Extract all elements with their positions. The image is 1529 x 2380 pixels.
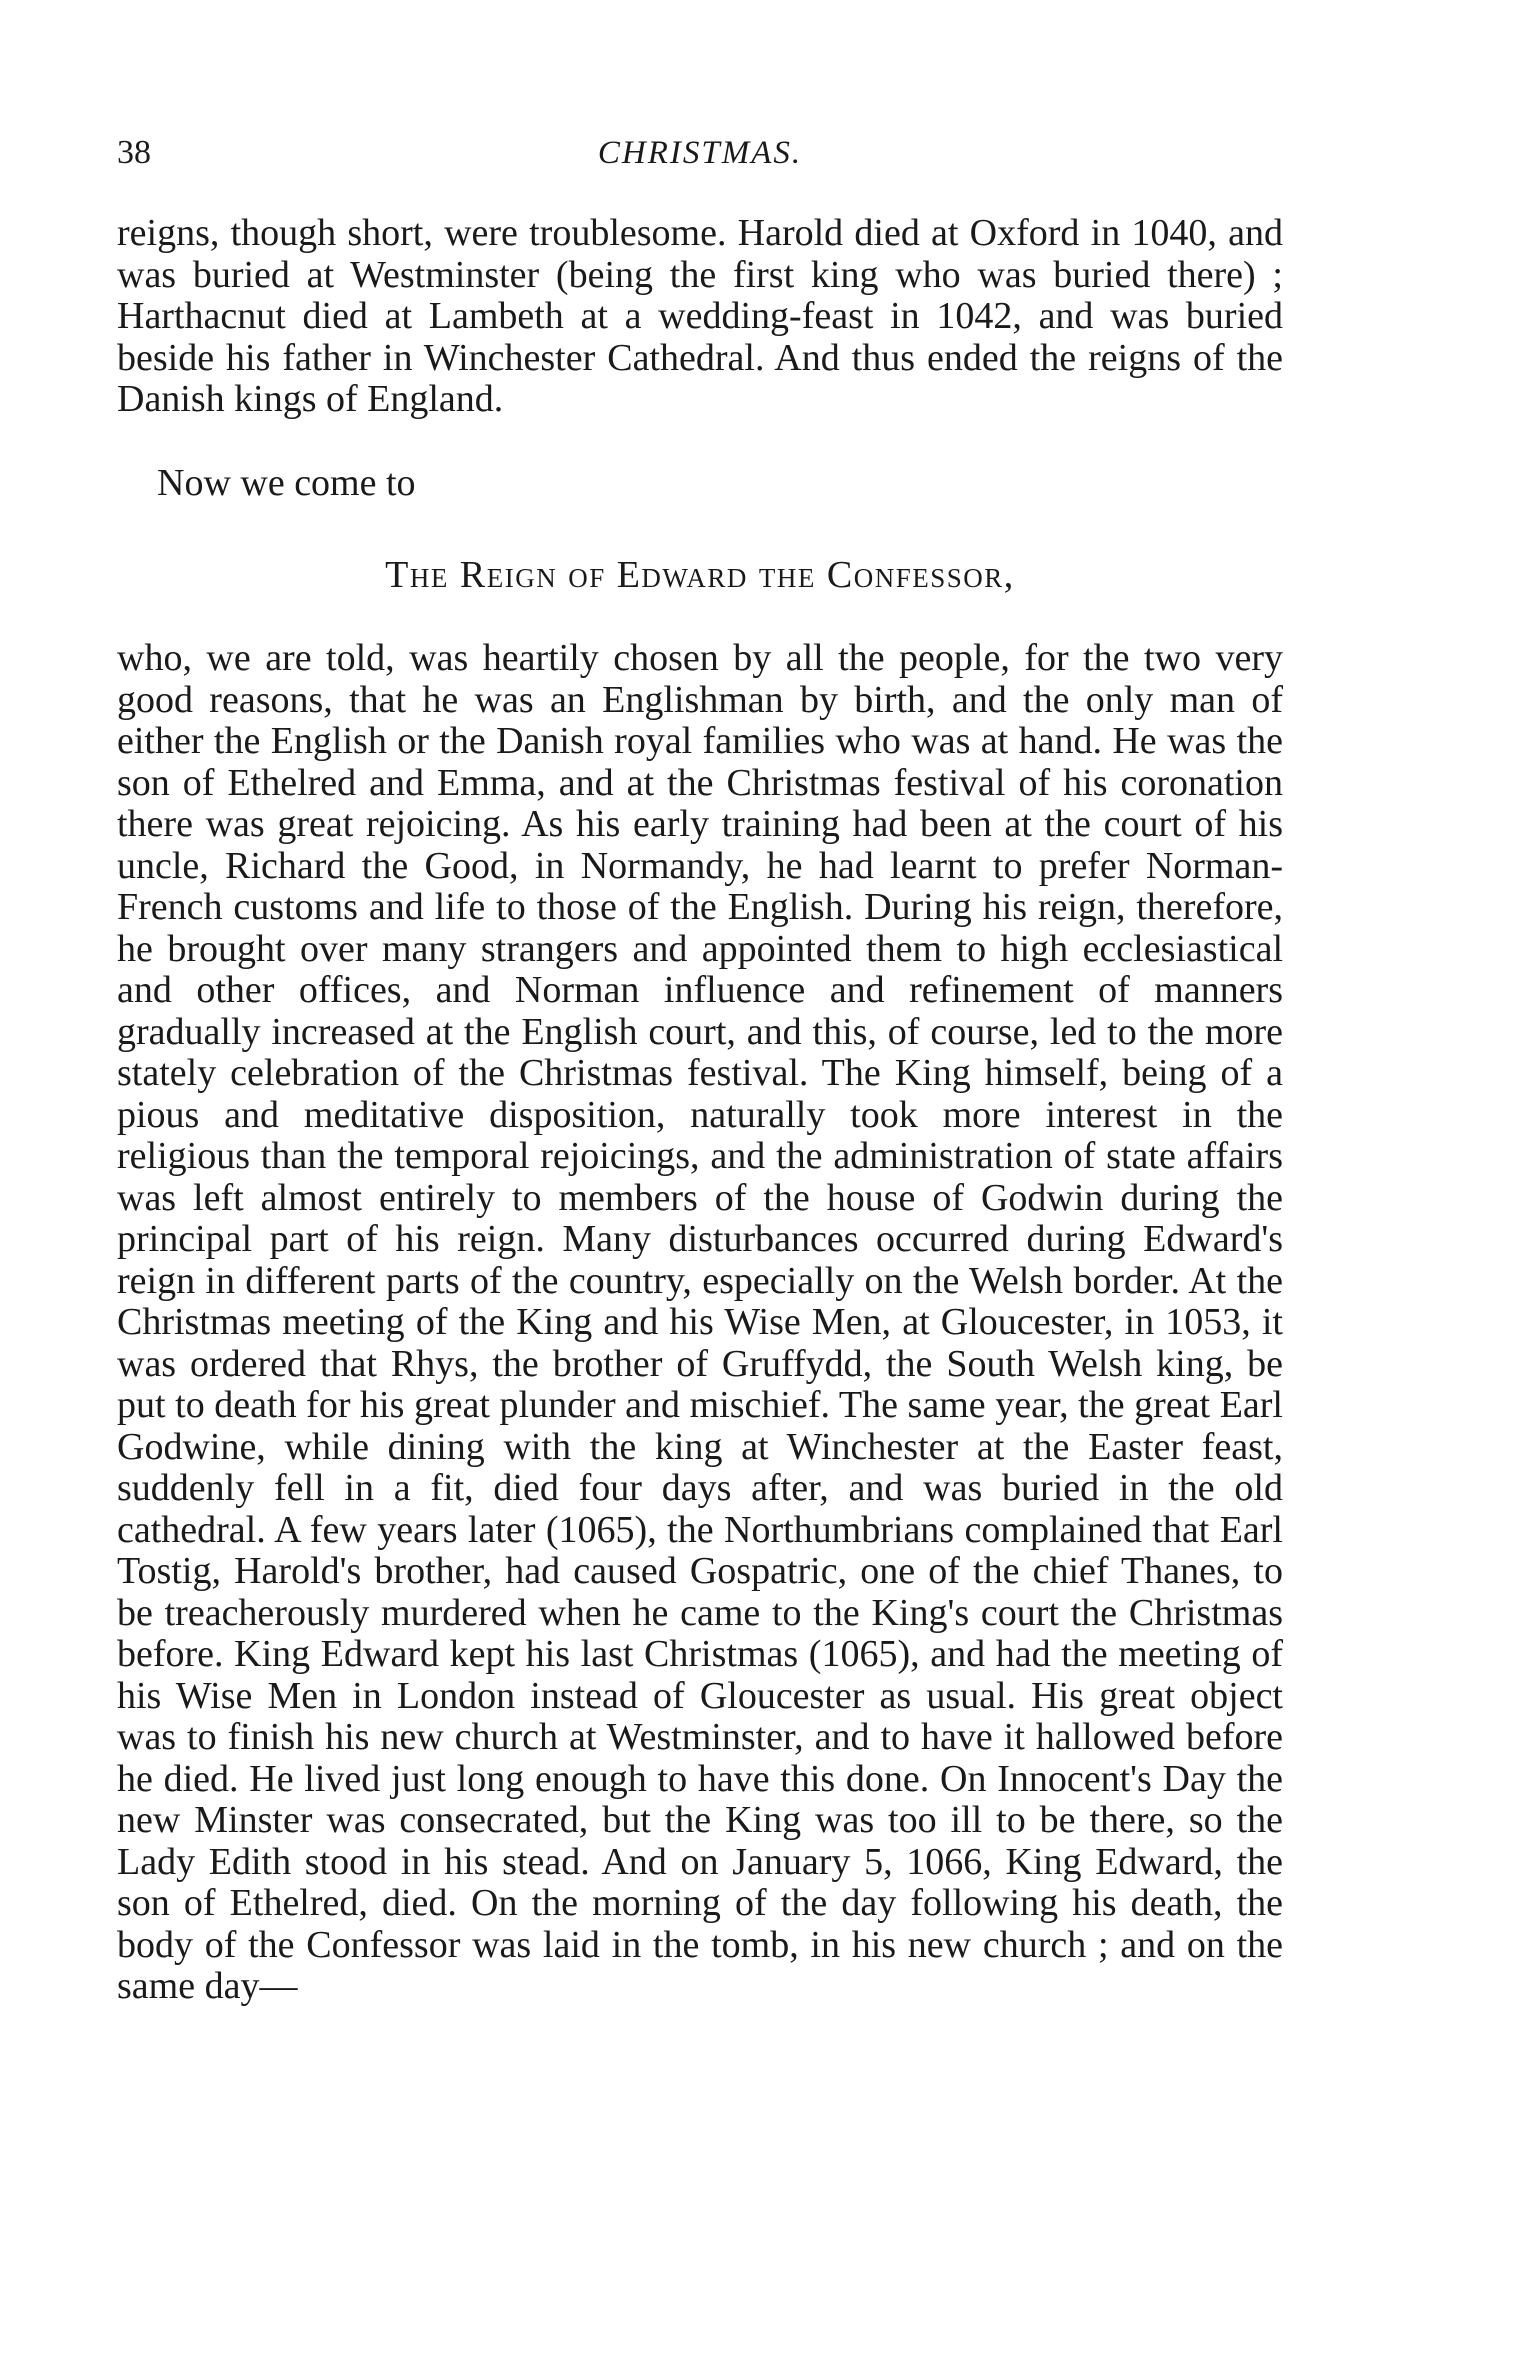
- paragraph-continuation: reigns, though short, were troublesome. Harold died at Oxford in 1040, and was buried at Westminster (being the first king who was buried there) ; Harthacnut died at Lambeth at a wedding-feast in 1042, and was buried beside his father in Winchester Cathedral. And thus ended the reigns of the Danish kings of England.: [117, 212, 1283, 420]
- running-head: [117, 133, 1283, 173]
- running-title: CHRISTMAS.: [597, 135, 803, 171]
- paragraph-main: who, we are told, was heartily chosen by all the people, for the two very good reasons, that he was an Englishman by birth, and the only man of either the English or the Danish royal families who was at hand. He was the son of Ethelred and Emma, and at the Christmas festival of his coronation there was great rejoicing. As his early training had been at the court of his uncle, Richard the Good, in Normandy, he had learnt to prefer Norman-French customs and life to those of the English. During his reign, therefore, he brought over many strangers and appointed them to high ecclesiastical and other offices, and Norman influence and refinement of manners gradually increased at the English court, and this, of course, led to the more stately celebration of the Christmas festival. The King himself, being of a pious and meditative disposition, naturally took more interest in the religious than the temporal rejoicings, and the administration of state affairs was left almost entirely to members of the house of Godwin during the principal part of his reign. Many disturbances occurred during Edward's reign in different parts of the country, especially on the Welsh border. At the Christmas meeting of the King and his Wise Men, at Gloucester, in 1053, it was ordered that Rhys, the brother of Gruffydd, the South Welsh king, be put to death for his great plunder and mischief. The same year, the great Earl Godwine, while dining with the king at Winchester at the Easter feast, suddenly fell in a fit, died four days after, and was buried in the old cathedral. A few years later (1065), the Northumbrians complained that Earl Tostig, Harold's brother, had caused Gospatric, one of the chief Thanes, to be treacherously murdered when he came to the King's court the Christmas before. King Edward kept his last Christmas (1065), and had the meeting of his Wise Men in London instead of Gloucester as usual. His great object was to finish his new church at Westminster, and to have it hallowed before he died. He lived just long enough to have this done. On Innocent's Day the new Minster was consecrated, but the King was too ill to be there, so the Lady Edith stood in his stead. And on January 5, 1066, King Edward, the son of Ethelred, died. On the morning of the day following his death, the body of the Confessor was laid in the tomb, in his new church ; and on the same day—: [117, 637, 1283, 2007]
- section-heading: The Reign of Edward the Confessor,: [385, 554, 1015, 596]
- page-number: 38: [117, 134, 151, 171]
- paragraph-intro: Now we come to: [157, 462, 416, 504]
